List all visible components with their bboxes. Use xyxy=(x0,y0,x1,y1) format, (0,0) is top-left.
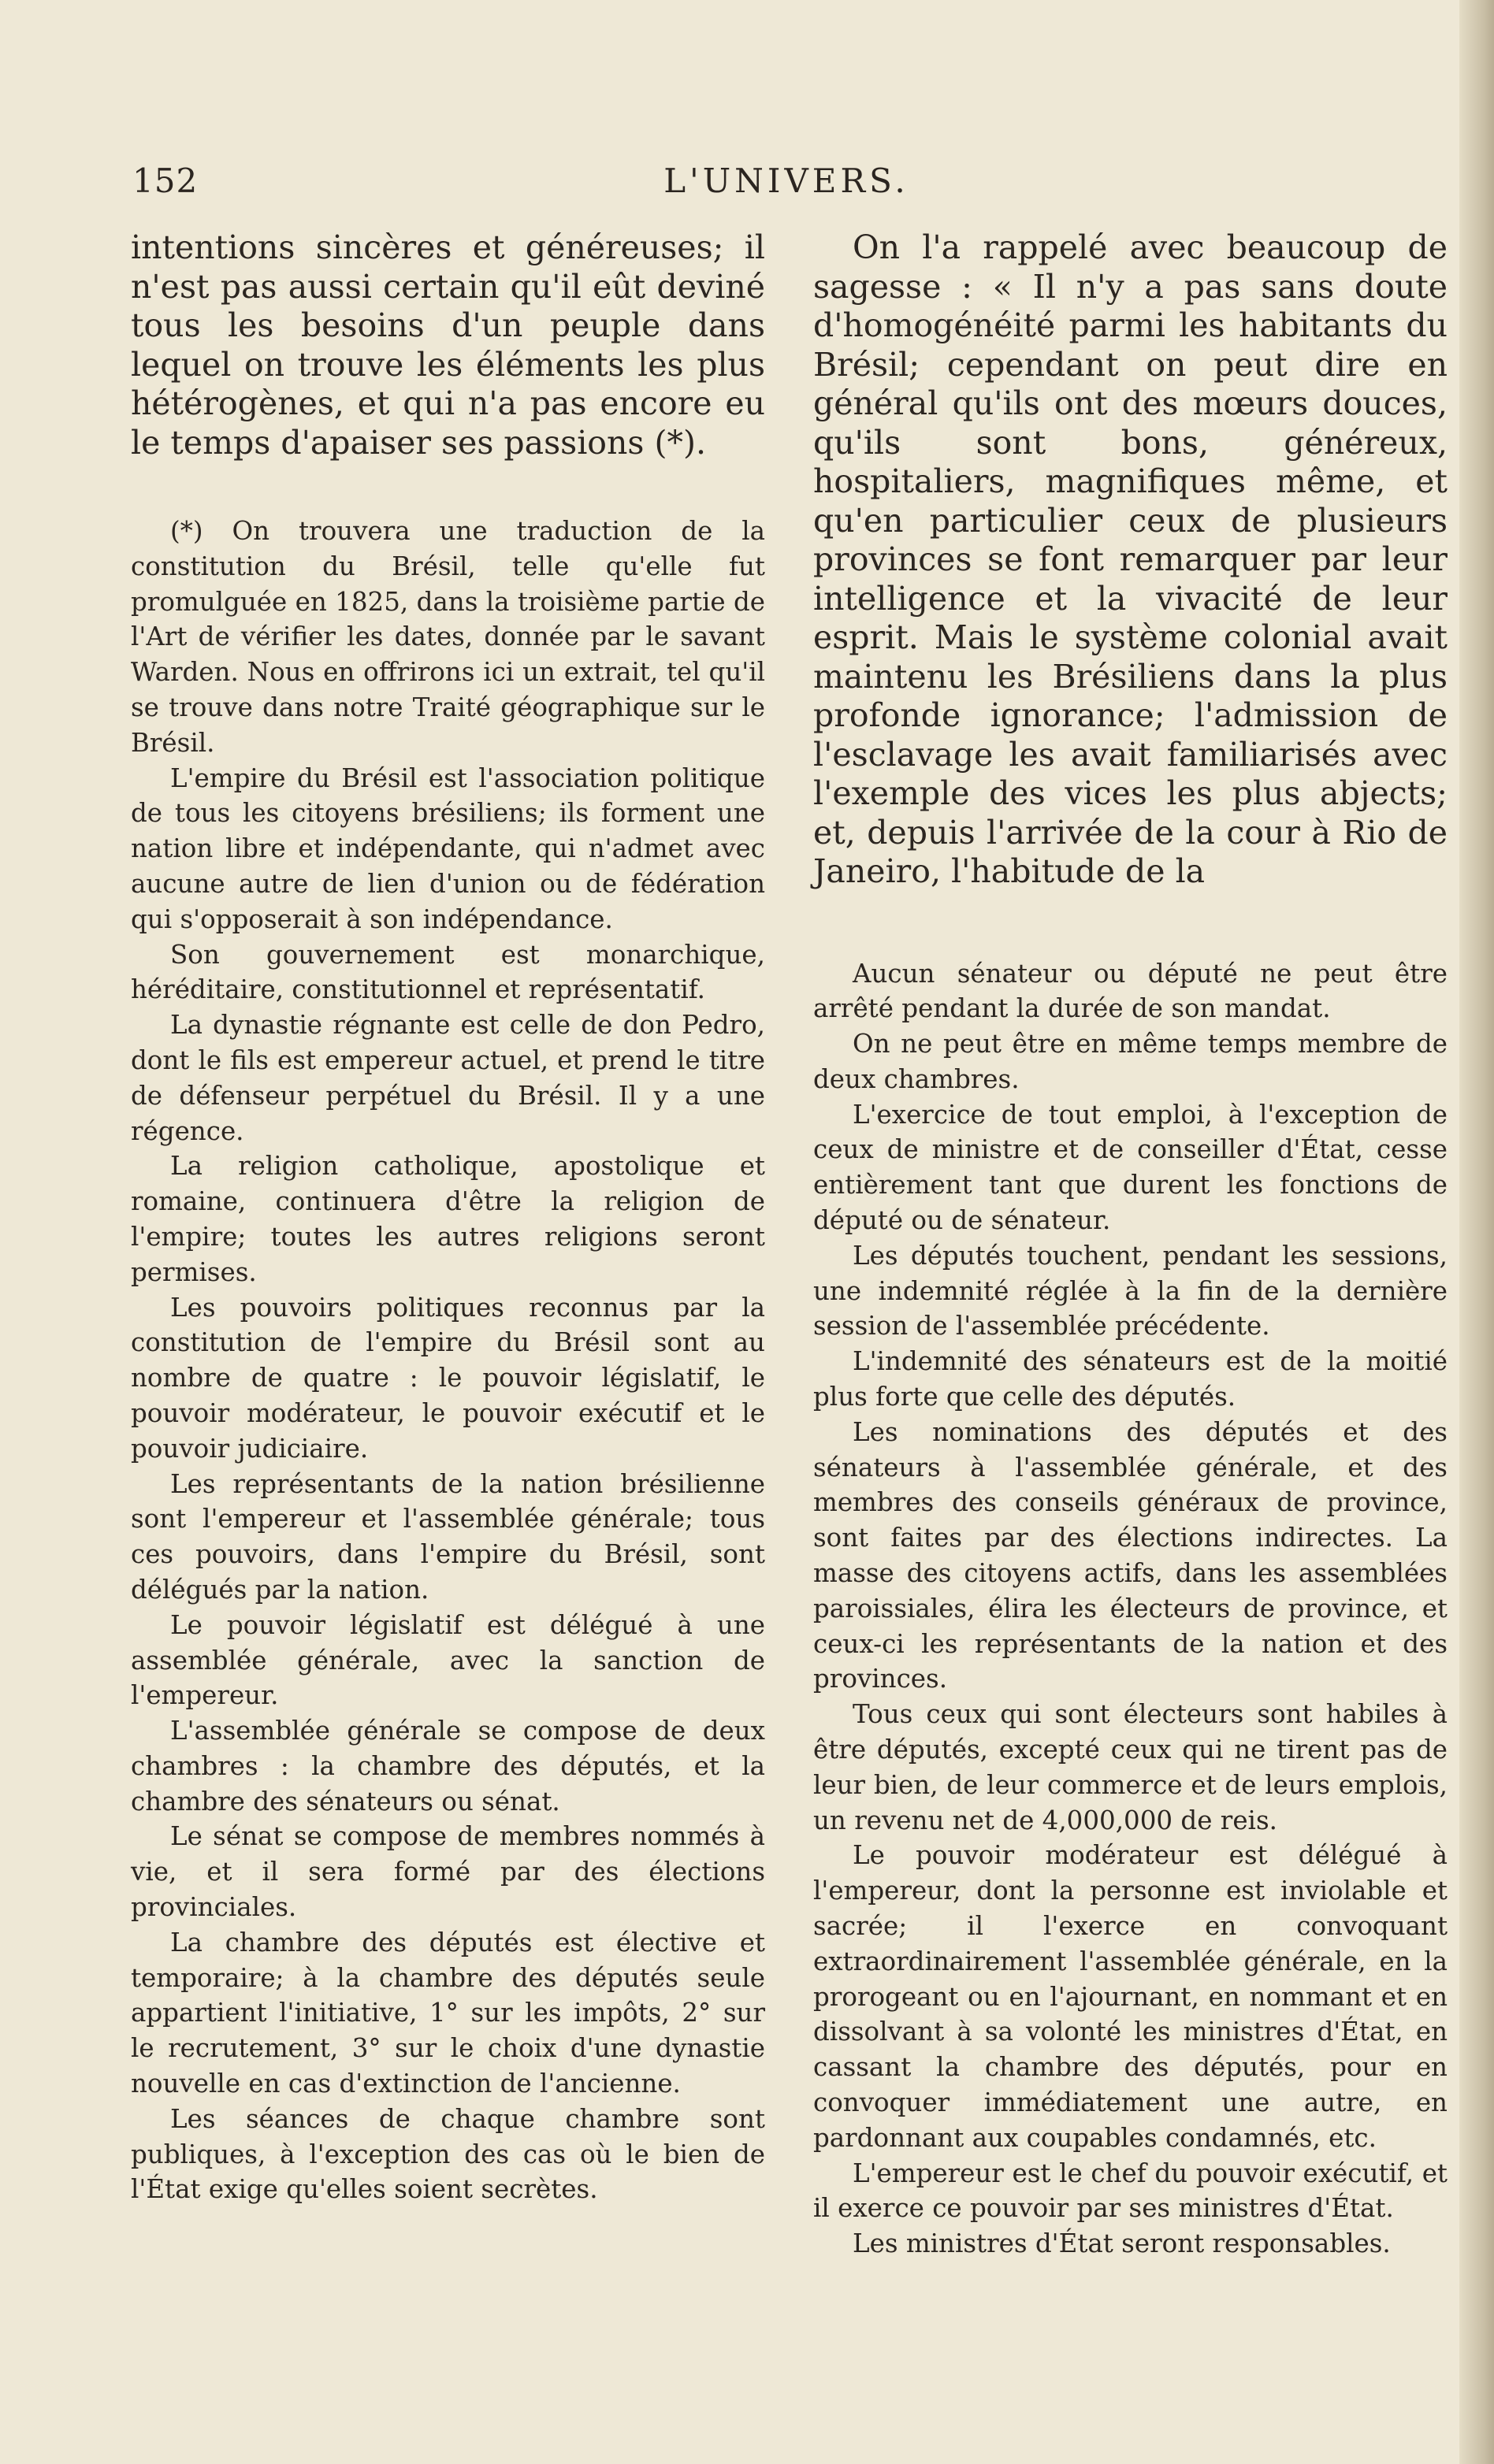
footnote-paragraph: Son gouvernement est monarchique, héréditaire, constitutionnel et représentatif. xyxy=(131,939,765,1005)
footnote-paragraph: Le pouvoir modérateur est délégué à l'empereur, dont la personne est inviolable et sacrée; il l'exerce en convoquant extraordinairement l'assemblée générale, en la prorogeant ou en l'ajournant, en nommant et en dissolvant à sa volonté les ministres d'État, en cassant la chambre des députés, pour en convoquer immédiatement une autre, en pardonnant aux coupables condamnés, etc. xyxy=(813,1840,1448,2153)
footnote-paragraph: L'indemnité des sénateurs est de la moitié plus forte que celle des députés. xyxy=(813,1346,1448,1412)
footnote-paragraph: Aucun sénateur ou député ne peut être arrêté pendant la durée de son mandat. xyxy=(813,958,1448,1024)
footnote-paragraph: La chambre des députés est élective et temporaire; à la chambre des députés seule appartient l'initiative, 1° sur les impôts, 2° sur le recrutement, 3° sur le choix d'une dynastie nouvelle en cas d'extinction de l'ancienne. xyxy=(131,1927,765,2099)
footnote-paragraph: Le pouvoir législatif est délégué à une assemblée générale, avec la sanction de l'empereur. xyxy=(131,1609,765,1711)
right-column xyxy=(813,228,1448,2262)
left-column xyxy=(131,228,765,2207)
main-text-continuation: intentions sincères et généreuses; il n'est pas aussi certain qu'il eût deviné tous les besoins d'un peuple dans lequel on trouve les éléments les plus hétérogènes, et qui n'a pas encore eu le temps d'apaiser ses passions (*). xyxy=(131,228,765,462)
footnote-paragraph: L'exercice de tout emploi, à l'exception de ceux de ministre et de conseiller d'État, cesse entièrement tant que durent les fonctions de député ou de sénateur. xyxy=(813,1099,1448,1236)
footnote-paragraph: Les députés touchent, pendant les sessions, une indemnité réglée à la fin de la dernière session de l'assemblée précédente. xyxy=(813,1240,1448,1341)
footnote-paragraph: L'empire du Brésil est l'association politique de tous les citoyens brésiliens; ils forment une nation libre et indépendante, qui n'admet avec aucune autre de lien d'union ou de fédération qui s'opposerait à son indépendance. xyxy=(131,763,765,934)
footnote-paragraph: L'assemblée générale se compose de deux chambres : la chambre des députés, et la chambre des sénateurs ou sénat. xyxy=(131,1716,765,1816)
running-title: L'UNIVERS. xyxy=(663,161,909,200)
footnote-paragraph: La dynastie régnante est celle de don Pedro, dont le fils est empereur actuel, et prend le titre de défenseur perpétuel du Brésil. Il y a une régence. xyxy=(131,1010,765,1146)
footnote-paragraph: Les pouvoirs politiques reconnus par la constitution de l'empire du Brésil sont au nombre de quatre : le pouvoir législatif, le pouvoir modérateur, le pouvoir exécutif et le pouvoir judiciaire. xyxy=(131,1292,765,1464)
footnote-paragraph: Le sénat se compose de membres nommés à vie, et il sera formé par des élections provinciales. xyxy=(131,1821,765,1923)
main-text-paragraph: On l'a rappelé avec beaucoup de sagesse : « Il n'y a pas sans doute d'homogénéité parmi les habitants du Brésil; cependant on peut dire en général qu'ils ont des mœurs douces, qu'ils sont bons, généreux, hospitaliers, magnifiques même, et qu'en particulier ceux de plusieurs provinces se font remarquer par leur intelligence et la vivacité de leur esprit. Mais le système colonial avait maintenu les Brésiliens dans la plus profonde ignorance; l'admission de l'esclavage les avait familiarisés avec l'exemple des vices les plus abjects; et, depuis l'arrivée de la cour à Rio de Janeiro, l'habitude de la xyxy=(813,228,1448,890)
footnote-paragraph: Les séances de chaque chambre sont publiques, à l'exception des cas où le bien de l'État exige qu'elles soient secrètes. xyxy=(131,2103,765,2205)
footnote-paragraph: Tous ceux qui sont électeurs sont habiles à être députés, excepté ceux qui ne tirent pas de leur bien, de leur commerce et de leurs emplois, un revenu net de 4,000,000 de reis. xyxy=(813,1699,1448,1835)
footnote-paragraph: On ne peut être en même temps membre de deux chambres. xyxy=(813,1029,1448,1094)
footnote-paragraph: (*) On trouvera une traduction de la constitution du Brésil, telle qu'elle fut promulguée en 1825, dans la troisième partie de l'Art de vérifier les dates, donnée par le savant Warden. Nous en offrirons ici un extrait, tel qu'il se trouve dans notre Traité géographique sur le Brésil. xyxy=(131,516,765,758)
footnote-paragraph: Les nominations des députés et des sénateurs à l'assemblée générale, et des membres des conseils généraux de province, sont faites par des élections indirectes. La masse des citoyens actifs, dans les assemblées paroissiales, élira les électeurs de province, et ceux-ci les représentants de la nation et des provinces. xyxy=(813,1416,1448,1694)
footnote-paragraph: Les ministres d'État seront responsables. xyxy=(853,2228,1391,2259)
page-number: 152 xyxy=(132,161,199,200)
page-header xyxy=(132,161,1440,217)
footnote-block-right xyxy=(813,956,1448,2262)
footnote-block-left xyxy=(131,514,765,2207)
footnote-paragraph: Les représentants de la nation brésilienne sont l'empereur et l'assemblée générale; tous ces pouvoirs, dans l'empire du Brésil, sont délégués par la nation. xyxy=(131,1468,765,1605)
footnote-paragraph: L'empereur est le chef du pouvoir exécutif, et il exerce ce pouvoir par ses ministres d'État. xyxy=(813,2158,1448,2224)
page-edge-shadow xyxy=(1459,0,1494,2464)
footnote-paragraph: La religion catholique, apostolique et romaine, continuera d'être la religion de l'empire; toutes les autres religions seront permises. xyxy=(131,1151,765,1287)
